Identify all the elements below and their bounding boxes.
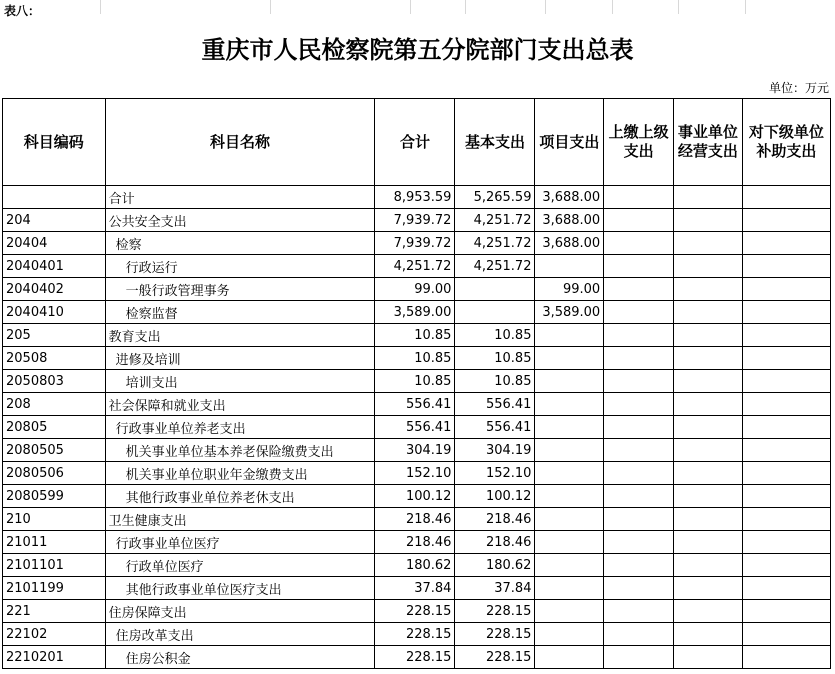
cell-project — [535, 577, 604, 600]
cell-upper — [604, 623, 674, 646]
cell-project — [535, 370, 604, 393]
cell-total: 10.85 — [375, 324, 455, 347]
cell-subsidy — [742, 255, 830, 278]
cell-business — [673, 370, 742, 393]
cell-business — [673, 393, 742, 416]
header-business: 事业单位经营支出 — [673, 99, 742, 186]
cell-basic: 10.85 — [455, 347, 535, 370]
cell-business — [673, 324, 742, 347]
cell-basic: 218.46 — [455, 508, 535, 531]
cell-business — [673, 232, 742, 255]
grid-divider — [745, 0, 746, 14]
cell-project — [535, 439, 604, 462]
cell-total: 228.15 — [375, 600, 455, 623]
cell-name: 进修及培训 — [105, 347, 375, 370]
cell-name: 合计 — [105, 186, 375, 209]
cell-subsidy — [742, 232, 830, 255]
table-row — [3, 232, 831, 255]
table-row — [3, 186, 831, 209]
cell-subsidy — [742, 324, 830, 347]
cell-subsidy — [742, 554, 830, 577]
cell-code: 2101101 — [3, 554, 106, 577]
cell-code: 2101199 — [3, 577, 106, 600]
cell-total: 7,939.72 — [375, 209, 455, 232]
cell-business — [673, 577, 742, 600]
cell-basic — [455, 301, 535, 324]
header-project: 项目支出 — [535, 99, 604, 186]
cell-total: 556.41 — [375, 393, 455, 416]
cell-project — [535, 508, 604, 531]
cell-total: 218.46 — [375, 531, 455, 554]
cell-project — [535, 531, 604, 554]
cell-code: 21011 — [3, 531, 106, 554]
cell-name: 其他行政事业单位医疗支出 — [105, 577, 375, 600]
table-row — [3, 646, 831, 669]
cell-project — [535, 347, 604, 370]
table-row — [3, 531, 831, 554]
cell-business — [673, 278, 742, 301]
cell-subsidy — [742, 623, 830, 646]
cell-project: 99.00 — [535, 278, 604, 301]
cell-total: 180.62 — [375, 554, 455, 577]
table-row — [3, 623, 831, 646]
cell-subsidy — [742, 646, 830, 669]
cell-project: 3,688.00 — [535, 209, 604, 232]
cell-business — [673, 209, 742, 232]
cell-code: 20508 — [3, 347, 106, 370]
table-row — [3, 462, 831, 485]
header-basic: 基本支出 — [455, 99, 535, 186]
header-total: 合计 — [375, 99, 455, 186]
page-title: 重庆市人民检察院第五分院部门支出总表 — [201, 35, 634, 64]
cell-code: 2080505 — [3, 439, 106, 462]
cell-subsidy — [742, 462, 830, 485]
table-row — [3, 324, 831, 347]
cell-code: 20805 — [3, 416, 106, 439]
grid-divider — [410, 0, 411, 14]
cell-upper — [604, 324, 674, 347]
table-row — [3, 370, 831, 393]
cell-project — [535, 600, 604, 623]
table-row — [3, 301, 831, 324]
table-row — [3, 508, 831, 531]
cell-name: 行政事业单位养老支出 — [105, 416, 375, 439]
cell-name: 行政运行 — [105, 255, 375, 278]
cell-subsidy — [742, 186, 830, 209]
cell-project: 3,688.00 — [535, 232, 604, 255]
table-row — [3, 255, 831, 278]
cell-basic: 218.46 — [455, 531, 535, 554]
cell-upper — [604, 600, 674, 623]
cell-project — [535, 324, 604, 347]
cell-name: 行政单位医疗 — [105, 554, 375, 577]
cell-code: 205 — [3, 324, 106, 347]
cell-total: 304.19 — [375, 439, 455, 462]
cell-subsidy — [742, 485, 830, 508]
cell-basic: 228.15 — [455, 646, 535, 669]
cell-name: 检察 — [105, 232, 375, 255]
cell-subsidy — [742, 577, 830, 600]
cell-subsidy — [742, 600, 830, 623]
cell-total: 4,251.72 — [375, 255, 455, 278]
cell-project: 3,688.00 — [535, 186, 604, 209]
table-row — [3, 439, 831, 462]
cell-project — [535, 485, 604, 508]
header-subsidy: 对下级单位补助支出 — [742, 99, 830, 186]
cell-upper — [604, 485, 674, 508]
cell-business — [673, 462, 742, 485]
cell-business — [673, 485, 742, 508]
grid-divider — [612, 0, 613, 14]
table-row — [3, 347, 831, 370]
cell-project — [535, 554, 604, 577]
cell-subsidy — [742, 209, 830, 232]
cell-basic — [455, 278, 535, 301]
expenditure-table — [2, 98, 831, 669]
cell-basic: 556.41 — [455, 393, 535, 416]
cell-upper — [604, 370, 674, 393]
cell-name: 其他行政事业单位养老休支出 — [105, 485, 375, 508]
grid-divider — [100, 0, 101, 14]
cell-upper — [604, 531, 674, 554]
cell-basic: 100.12 — [455, 485, 535, 508]
cell-code: 208 — [3, 393, 106, 416]
table-row — [3, 416, 831, 439]
cell-name: 一般行政管理事务 — [105, 278, 375, 301]
cell-project — [535, 255, 604, 278]
cell-code: 2080506 — [3, 462, 106, 485]
cell-total: 8,953.59 — [375, 186, 455, 209]
header-row — [3, 99, 831, 186]
cell-name: 机关事业单位基本养老保险缴费支出 — [105, 439, 375, 462]
cell-project: 3,589.00 — [535, 301, 604, 324]
cell-code: 2040402 — [3, 278, 106, 301]
cell-code: 2210201 — [3, 646, 106, 669]
unit-label: 单位：万元 — [768, 81, 829, 95]
cell-name: 社会保障和就业支出 — [105, 393, 375, 416]
cell-code: 221 — [3, 600, 106, 623]
cell-subsidy — [742, 416, 830, 439]
cell-total: 37.84 — [375, 577, 455, 600]
cell-upper — [604, 508, 674, 531]
cell-basic: 556.41 — [455, 416, 535, 439]
cell-subsidy — [742, 508, 830, 531]
cell-code: 2050803 — [3, 370, 106, 393]
cell-basic: 304.19 — [455, 439, 535, 462]
cell-total: 3,589.00 — [375, 301, 455, 324]
cell-project — [535, 393, 604, 416]
cell-project — [535, 416, 604, 439]
cell-upper — [604, 416, 674, 439]
cell-name: 住房改革支出 — [105, 623, 375, 646]
table-row — [3, 278, 831, 301]
cell-basic: 4,251.72 — [455, 255, 535, 278]
cell-name: 公共安全支出 — [105, 209, 375, 232]
cell-name: 行政事业单位医疗 — [105, 531, 375, 554]
cell-total: 10.85 — [375, 347, 455, 370]
cell-business — [673, 439, 742, 462]
cell-subsidy — [742, 370, 830, 393]
grid-divider — [270, 0, 271, 14]
cell-upper — [604, 278, 674, 301]
cell-business — [673, 255, 742, 278]
cell-business — [673, 347, 742, 370]
cell-basic: 37.84 — [455, 577, 535, 600]
table-row — [3, 577, 831, 600]
cell-code: 204 — [3, 209, 106, 232]
cell-business — [673, 623, 742, 646]
cell-subsidy — [742, 347, 830, 370]
header-name: 科目名称 — [105, 99, 375, 186]
grid-divider — [465, 0, 466, 14]
cell-basic: 5,265.59 — [455, 186, 535, 209]
cell-code: 22102 — [3, 623, 106, 646]
cell-basic: 180.62 — [455, 554, 535, 577]
cell-basic: 152.10 — [455, 462, 535, 485]
cell-upper — [604, 577, 674, 600]
cell-subsidy — [742, 278, 830, 301]
cell-total: 10.85 — [375, 370, 455, 393]
cell-total: 218.46 — [375, 508, 455, 531]
cell-code: 2040401 — [3, 255, 106, 278]
cell-subsidy — [742, 531, 830, 554]
cell-upper — [604, 393, 674, 416]
cell-code — [3, 186, 106, 209]
table-row — [3, 485, 831, 508]
cell-upper — [604, 347, 674, 370]
cell-business — [673, 508, 742, 531]
cell-upper — [604, 255, 674, 278]
cell-total: 100.12 — [375, 485, 455, 508]
cell-business — [673, 554, 742, 577]
cell-project — [535, 646, 604, 669]
cell-name: 机关事业单位职业年金缴费支出 — [105, 462, 375, 485]
header-code: 科目编码 — [3, 99, 106, 186]
cell-upper — [604, 439, 674, 462]
cell-basic: 4,251.72 — [455, 209, 535, 232]
cell-business — [673, 301, 742, 324]
cell-code: 20404 — [3, 232, 106, 255]
cell-basic: 228.15 — [455, 623, 535, 646]
cell-name: 住房保障支出 — [105, 600, 375, 623]
cell-upper — [604, 232, 674, 255]
cell-total: 556.41 — [375, 416, 455, 439]
cell-total: 99.00 — [375, 278, 455, 301]
table-row — [3, 393, 831, 416]
cell-subsidy — [742, 439, 830, 462]
grid-divider — [545, 0, 546, 14]
sheet-label: 表八： — [4, 4, 41, 18]
cell-total: 228.15 — [375, 646, 455, 669]
cell-subsidy — [742, 301, 830, 324]
cell-upper — [604, 209, 674, 232]
cell-name: 教育支出 — [105, 324, 375, 347]
grid-divider — [678, 0, 679, 14]
cell-basic: 10.85 — [455, 370, 535, 393]
cell-name: 检察监督 — [105, 301, 375, 324]
cell-business — [673, 646, 742, 669]
cell-business — [673, 531, 742, 554]
cell-project — [535, 462, 604, 485]
cell-name: 卫生健康支出 — [105, 508, 375, 531]
cell-code: 210 — [3, 508, 106, 531]
cell-code: 2080599 — [3, 485, 106, 508]
cell-business — [673, 416, 742, 439]
cell-upper — [604, 646, 674, 669]
table-row — [3, 600, 831, 623]
cell-upper — [604, 554, 674, 577]
cell-subsidy — [742, 393, 830, 416]
cell-basic: 4,251.72 — [455, 232, 535, 255]
table-row — [3, 209, 831, 232]
cell-name: 住房公积金 — [105, 646, 375, 669]
table-row — [3, 554, 831, 577]
cell-code: 2040410 — [3, 301, 106, 324]
cell-basic: 10.85 — [455, 324, 535, 347]
cell-total: 152.10 — [375, 462, 455, 485]
cell-basic: 228.15 — [455, 600, 535, 623]
cell-business — [673, 600, 742, 623]
cell-total: 7,939.72 — [375, 232, 455, 255]
cell-total: 228.15 — [375, 623, 455, 646]
cell-upper — [604, 301, 674, 324]
cell-project — [535, 623, 604, 646]
cell-business — [673, 186, 742, 209]
cell-upper — [604, 462, 674, 485]
cell-upper — [604, 186, 674, 209]
cell-name: 培训支出 — [105, 370, 375, 393]
header-upper: 上缴上级支出 — [604, 99, 674, 186]
